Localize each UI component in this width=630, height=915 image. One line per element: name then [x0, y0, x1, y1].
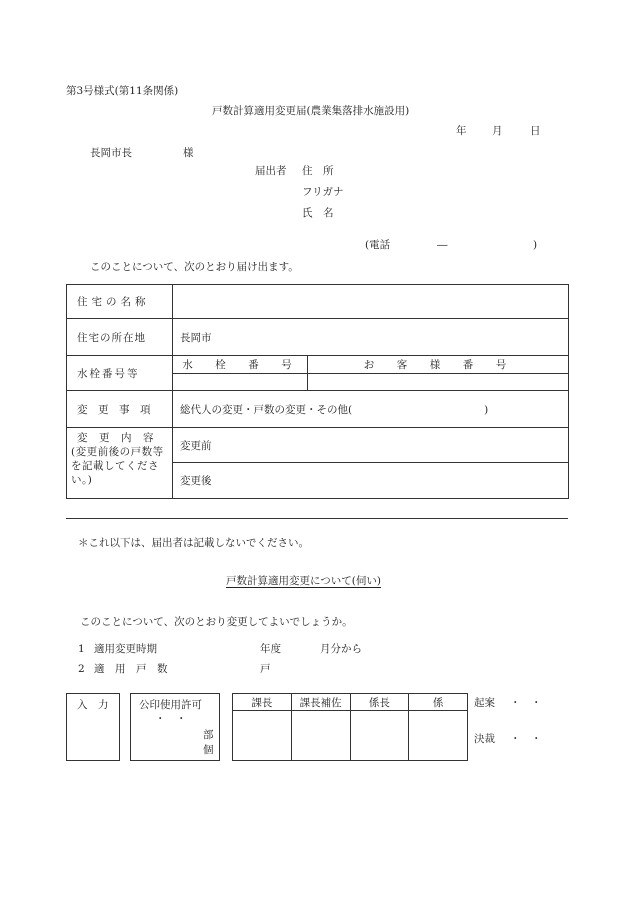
- change-detail-note: (変更前後の戸数等を記載してください。): [71, 446, 164, 486]
- draft-date-dots: ・ ・: [510, 697, 542, 709]
- date-month-label: 月: [492, 125, 503, 137]
- seal-box: [130, 693, 220, 761]
- approval-seal-row: [233, 711, 468, 761]
- form-number: 第3号様式(第11条関係): [66, 85, 179, 97]
- item2-label: 適 用 戸 数: [94, 663, 168, 675]
- item1-year: 年度: [260, 643, 281, 655]
- applicant-furigana-label: フリガナ: [302, 186, 344, 198]
- office-body: このことについて、次のとおり変更してよいでしょうか。: [80, 616, 353, 628]
- meter-number-header: 水 栓 番 号: [173, 356, 308, 374]
- before-label: 変更前: [180, 439, 212, 452]
- date-year-label: 年: [456, 125, 467, 137]
- change-before-field[interactable]: [173, 428, 569, 463]
- decision-date-dots: ・ ・: [510, 733, 542, 745]
- approval-header-3: 係長: [350, 694, 409, 711]
- addressee-suffix: 様: [183, 147, 194, 159]
- approval-table: [232, 693, 468, 761]
- phone-dash: ―: [437, 239, 448, 251]
- notification-table: [66, 284, 569, 499]
- item1-month: 月分から: [320, 643, 362, 655]
- item2-number: 2: [78, 663, 85, 675]
- approval-seal-4[interactable]: [409, 711, 468, 761]
- change-item-options: 総代人の変更・戸数の変更・その他(: [180, 403, 353, 416]
- change-after-field[interactable]: [173, 463, 569, 499]
- house-address-label: 住宅の所在地: [67, 319, 173, 356]
- form-title: 戸数計算適用変更届(農業集落排水施設用): [212, 105, 410, 117]
- seal-dots: ・ ・: [155, 713, 187, 725]
- applicant-name-label: 氏 名: [302, 207, 334, 219]
- change-detail-label-cell: [67, 428, 173, 499]
- item1-label: 適用変更時期: [94, 643, 157, 655]
- change-before-row: [67, 428, 569, 463]
- applicant-label: 届出者: [255, 165, 287, 177]
- customer-number-header: お 客 様 番 号: [308, 356, 569, 374]
- item2-unit: 戸: [260, 663, 271, 675]
- customer-number-field[interactable]: [308, 374, 569, 391]
- section-divider: [66, 518, 568, 519]
- office-title: 戸数計算適用変更について(伺い): [226, 575, 381, 587]
- seal-pieces: 個: [203, 744, 214, 756]
- input-label: 入 力: [77, 699, 109, 711]
- item1-number: 1: [78, 643, 85, 655]
- draft-label: 起案: [474, 697, 495, 709]
- meter-header-row: [67, 356, 569, 374]
- approval-header-1: 課長: [233, 694, 292, 711]
- date-day-label: 日: [530, 125, 541, 137]
- intro-text: このことについて、次のとおり届け出ます。: [90, 261, 299, 273]
- input-box: [66, 693, 120, 761]
- approval-header-2: 課長補佐: [291, 694, 350, 711]
- approval-seal-1[interactable]: [233, 711, 292, 761]
- change-detail-label: 変 更 内 容: [77, 432, 154, 444]
- house-address-row: [67, 319, 569, 356]
- applicant-address-label: 住 所: [302, 165, 334, 177]
- phone-close: ): [533, 239, 538, 251]
- change-item-label: 変 更 事 項: [67, 391, 173, 428]
- house-name-row: [67, 285, 569, 319]
- approval-seal-3[interactable]: [350, 711, 409, 761]
- approval-header-4: 係: [409, 694, 468, 711]
- decision-label: 決裁: [474, 733, 495, 745]
- change-item-row: [67, 391, 569, 428]
- seal-label: 公印使用許可: [139, 699, 202, 711]
- meter-number-field[interactable]: [173, 374, 308, 391]
- addressee: 長岡市長: [90, 147, 132, 159]
- change-item-close: ): [484, 403, 489, 416]
- after-label: 変更後: [180, 475, 212, 487]
- phone-open: (電話: [365, 239, 391, 251]
- house-name-label: 住宅の名称: [67, 285, 173, 319]
- seal-copies: 部: [203, 729, 214, 741]
- approval-seal-2[interactable]: [291, 711, 350, 761]
- change-item-field[interactable]: [173, 391, 569, 428]
- house-name-field[interactable]: [173, 285, 569, 319]
- meter-label: 水栓番号等: [67, 356, 173, 391]
- house-address-field[interactable]: 長岡市: [173, 319, 569, 356]
- approval-header-row: [233, 694, 468, 711]
- office-notice: ＊これ以下は、届出者は記載しないでください。: [78, 537, 309, 549]
